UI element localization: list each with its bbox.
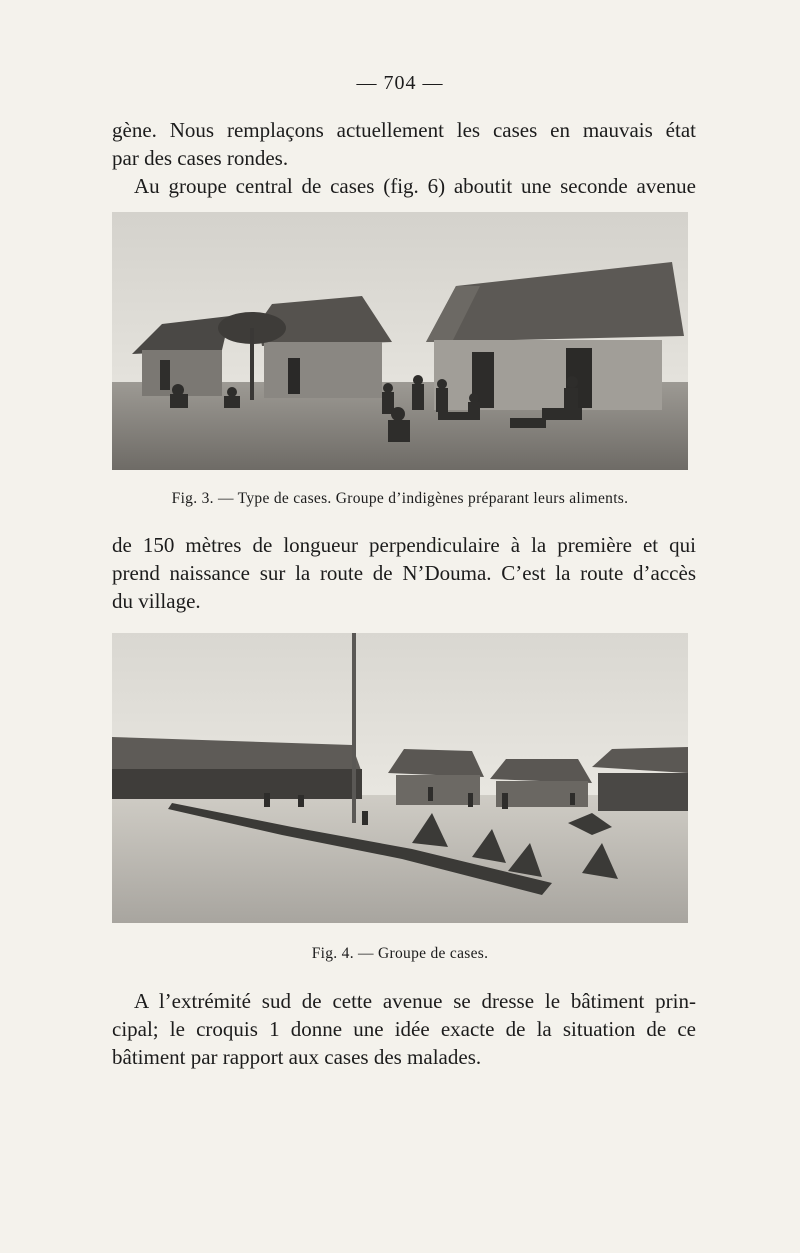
text-line: Au groupe central de cases (fig. 6) aboutit une seconde avenue: [134, 174, 696, 198]
text-line: A l’extrémité sud de cette avenue se dresse le bâtiment prin-: [134, 989, 696, 1013]
page-number: — 704 —: [356, 72, 444, 94]
text-line: bâtiment par rapport aux cases des malades.: [112, 1045, 482, 1069]
paragraph-2: [112, 531, 696, 615]
figure-3-caption: Fig. 3. — Type de cases. Groupe d’indigènes préparant leurs aliments.: [171, 490, 629, 507]
text-line: de 150 mètres de longueur perpendiculaire à la première et qui: [112, 533, 696, 557]
text-line: prend naissance sur la route de N’Douma. C’est la route d’accès: [112, 561, 696, 585]
paragraph-1: [112, 116, 696, 200]
text-line: cipal; le croquis 1 donne une idée exacte de la situation de ce: [112, 1017, 696, 1041]
text-line: gène. Nous remplaçons actuellement les cases en mauvais état: [112, 118, 696, 142]
text-line: du village.: [112, 589, 201, 613]
figure-4-caption: Fig. 4. — Groupe de cases.: [311, 945, 489, 962]
figure-3-photo: [112, 212, 688, 470]
text-line: par des cases rondes.: [112, 146, 289, 170]
paragraph-3: [112, 987, 696, 1071]
figure-4-photo: [112, 633, 688, 923]
